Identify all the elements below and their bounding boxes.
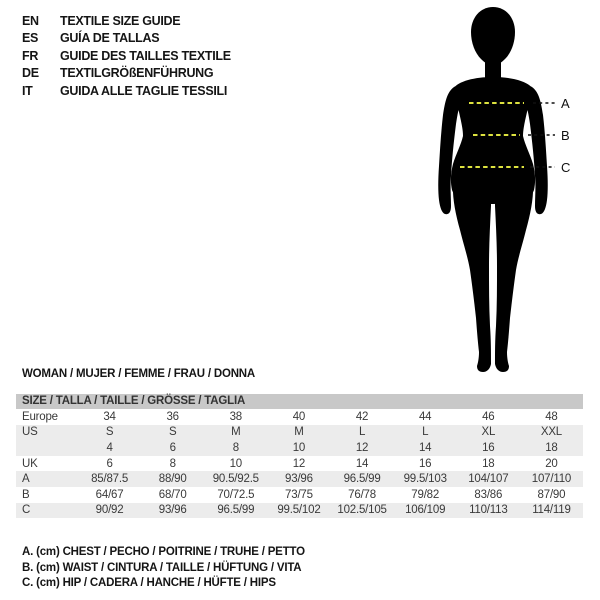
cell: 12 (292, 457, 306, 470)
cell: 48 (545, 410, 558, 423)
cell: 10 (292, 441, 306, 454)
cell: 73/75 (285, 488, 313, 501)
row-label: US (22, 426, 38, 439)
measurement-legend (22, 545, 305, 592)
cell: 6 (169, 441, 176, 454)
language-label: GUIDA ALLE TAGLIE TESSILI (60, 83, 228, 98)
cell: 18 (545, 441, 558, 454)
cell: XL (481, 426, 496, 439)
cell: 90.5/92.5 (212, 473, 259, 486)
table-row-europe (16, 409, 583, 425)
cell: L (422, 426, 429, 439)
cell: 93/96 (285, 473, 313, 486)
language-row (22, 30, 231, 48)
cell: 34 (103, 410, 116, 423)
row-label: A (22, 473, 30, 486)
cell: 79/82 (411, 488, 440, 501)
cell: M (294, 426, 304, 439)
cell: 68/70 (158, 488, 187, 501)
cell: 14 (355, 457, 369, 470)
cell: 12 (355, 441, 369, 454)
silhouette-left-leg (453, 180, 491, 372)
legend-waist: B. (cm) WAIST / CINTURA / TAILLE / HÜFTUNG / VITA (22, 561, 302, 574)
cell: 114/119 (532, 504, 571, 517)
cell: 87/90 (537, 488, 566, 501)
row-label: B (22, 488, 30, 501)
cell: 18 (482, 457, 495, 470)
row-label: UK (22, 457, 38, 470)
cell: 90/92 (95, 504, 124, 517)
cell: 38 (229, 410, 243, 423)
cell: 8 (169, 457, 176, 470)
size-table (16, 394, 583, 518)
cell: XXL (540, 426, 562, 439)
cell: S (168, 426, 177, 439)
language-code: ES (22, 31, 39, 46)
woman-silhouette-svg (390, 0, 600, 378)
cell: 99.5/102 (277, 504, 321, 517)
waist-line-label: B (561, 128, 570, 143)
table-row-hip (16, 503, 583, 519)
cell: M (231, 426, 241, 439)
language-label: GUIDE DES TAILLES TEXTILE (60, 48, 231, 63)
table-row-us-letter (16, 425, 583, 441)
language-row (22, 47, 231, 65)
cell: 110/113 (469, 504, 508, 517)
language-label: TEXTILGRÖßENFÜHRUNG (60, 66, 214, 81)
cell: 40 (292, 410, 306, 423)
language-code: FR (22, 48, 39, 63)
cell: 10 (229, 457, 243, 470)
language-list (22, 12, 231, 100)
cell: 93/96 (158, 504, 187, 517)
language-code: IT (22, 83, 33, 98)
cell: 44 (418, 410, 432, 423)
woman-silhouette-figure (390, 0, 600, 378)
cell: 107/110 (531, 473, 572, 486)
cell: S (105, 426, 114, 439)
legend-chest: A. (cm) CHEST / PECHO / POITRINE / TRUHE / PETTO (22, 546, 305, 558)
cell: 14 (418, 441, 432, 454)
section-title: WOMAN / MUJER / FEMME / FRAU / DONNA (22, 368, 256, 380)
table-row-waist (16, 487, 583, 503)
cell: 4 (106, 441, 113, 454)
silhouette-neck (485, 48, 501, 78)
language-label: GUÍA DE TALLAS (60, 31, 160, 46)
cell: 70/72.5 (217, 488, 255, 501)
chest-line-label: A (561, 96, 570, 111)
cell: 76/78 (348, 488, 376, 501)
cell: 88/90 (158, 473, 187, 486)
cell: 20 (545, 457, 558, 470)
cell: 99.5/103 (403, 473, 447, 486)
cell: 16 (418, 457, 432, 470)
cell: 83/86 (474, 488, 503, 501)
cell: L (358, 426, 366, 439)
silhouette-right-leg (495, 180, 533, 372)
cell: 36 (166, 410, 179, 423)
cell: 16 (482, 441, 495, 454)
table-row-us-number (16, 440, 583, 456)
language-label: TEXTILE SIZE GUIDE (60, 13, 181, 28)
language-row (22, 82, 231, 100)
language-row (22, 65, 231, 83)
row-label: C (22, 504, 31, 517)
table-row-chest (16, 471, 583, 487)
cell: 6 (106, 457, 113, 470)
cell: 96.5/99 (343, 473, 381, 486)
language-code: EN (22, 13, 39, 28)
cell: 104/107 (468, 473, 509, 486)
silhouette-torso (451, 77, 535, 204)
language-code: DE (22, 66, 39, 81)
cell: 42 (355, 410, 369, 423)
cell: 64/67 (95, 488, 124, 501)
language-row (22, 12, 231, 30)
cell: 106/109 (405, 504, 446, 517)
cell: 8 (232, 441, 239, 454)
cell: 85/87.5 (91, 473, 129, 486)
cell: 102.5/105 (337, 504, 387, 517)
row-label: Europe (22, 410, 58, 423)
cell: 96.5/99 (217, 504, 255, 517)
size-table-header: SIZE / TALLA / TAILLE / GRÖSSE / TAGLIA (16, 394, 583, 409)
legend-hip: C. (cm) HIP / CADERA / HANCHE / HÜFTE / HIPS (22, 577, 276, 589)
cell: 46 (482, 410, 495, 423)
hip-line-label: C (561, 160, 571, 175)
table-row-uk (16, 456, 583, 472)
